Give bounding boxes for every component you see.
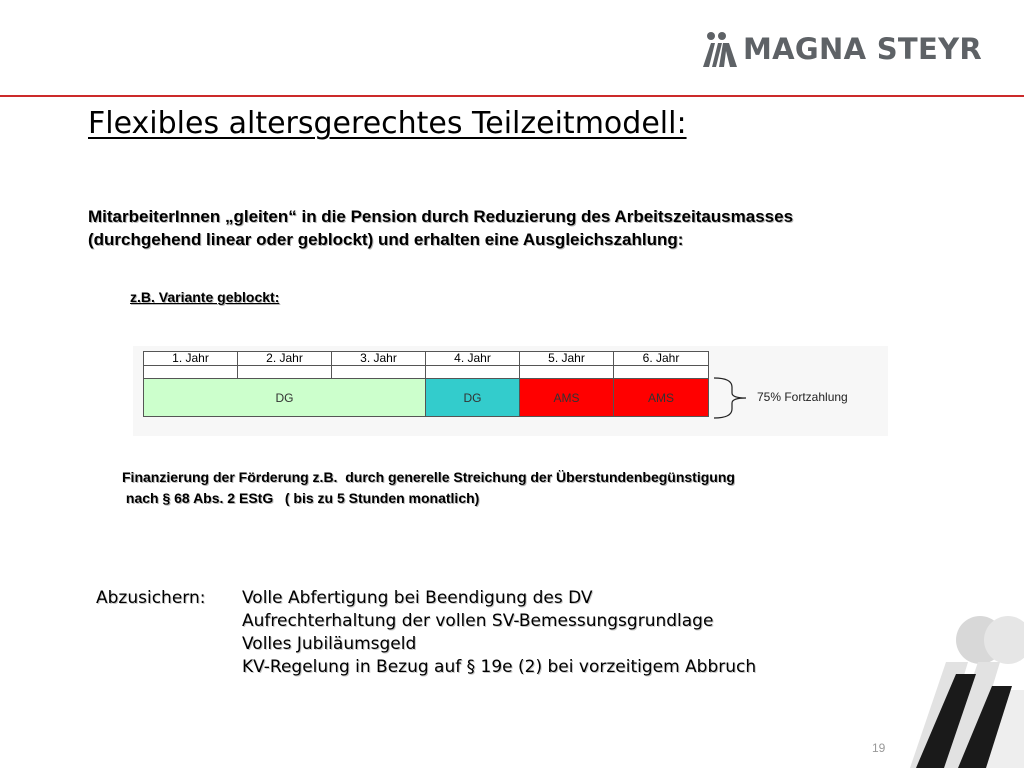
header-rule — [0, 95, 1024, 97]
segment-ams-2: AMS — [614, 379, 709, 417]
table-header-row — [144, 352, 709, 366]
intro-line-2: (durchgehend linear oder geblockt) und erhalten eine Ausgleichszahlung: — [88, 230, 684, 249]
variant-label: z.B. Variante geblockt: — [130, 289, 280, 305]
segment-ams-1: AMS — [520, 379, 614, 417]
page-title: Flexibles altersgerechtes Teilzeitmodell: — [88, 106, 687, 141]
secure-label: Abzusichern: — [96, 588, 206, 608]
brand-logo — [703, 30, 982, 68]
year-4-cell: 4. Jahr — [426, 352, 520, 366]
secure-item: Aufrechterhaltung der vollen SV-Bemessungsgrundlage — [242, 611, 714, 631]
table-blank-row — [144, 366, 709, 379]
intro-text — [88, 205, 793, 251]
page-number: 19 — [872, 741, 886, 755]
secure-row — [96, 633, 756, 656]
segment-dg-release: DG — [426, 379, 520, 417]
secure-row — [96, 656, 756, 679]
secure-list — [96, 587, 756, 679]
financing-line-2: nach § 68 Abs. 2 EStG ( bis zu 5 Stunden monatlich) — [122, 490, 480, 506]
secure-item: Volles Jubiläumsgeld — [242, 634, 417, 654]
financing-text — [122, 467, 735, 509]
secure-row — [96, 610, 756, 633]
year-5-cell: 5. Jahr — [520, 352, 614, 366]
year-3-cell: 3. Jahr — [332, 352, 426, 366]
secure-row — [96, 587, 756, 610]
year-2-cell: 2. Jahr — [238, 352, 332, 366]
brace-icon — [712, 377, 752, 419]
segment-dg-work: DG — [144, 379, 426, 417]
magna-decorative-icon — [876, 600, 1024, 768]
blocked-model-table — [143, 351, 709, 417]
continuation-label: 75% Fortzahlung — [757, 390, 848, 404]
secure-item: Volle Abfertigung bei Beendigung des DV — [242, 588, 593, 608]
year-1-cell: 1. Jahr — [144, 352, 238, 366]
intro-line-1: MitarbeiterInnen „gleiten“ in die Pension durch Reduzierung des Arbeitszeitausmasses — [88, 207, 794, 226]
brand-name: MAGNA STEYR — [743, 31, 983, 66]
magna-m-icon — [703, 31, 737, 67]
table-segment-row — [144, 379, 709, 417]
year-6-cell: 6. Jahr — [614, 352, 709, 366]
secure-item: KV-Regelung in Bezug auf § 19e (2) bei vorzeitigem Abbruch — [242, 657, 757, 677]
financing-line-1: Finanzierung der Förderung z.B. durch generelle Streichung der Überstundenbegünstigung — [122, 469, 735, 485]
